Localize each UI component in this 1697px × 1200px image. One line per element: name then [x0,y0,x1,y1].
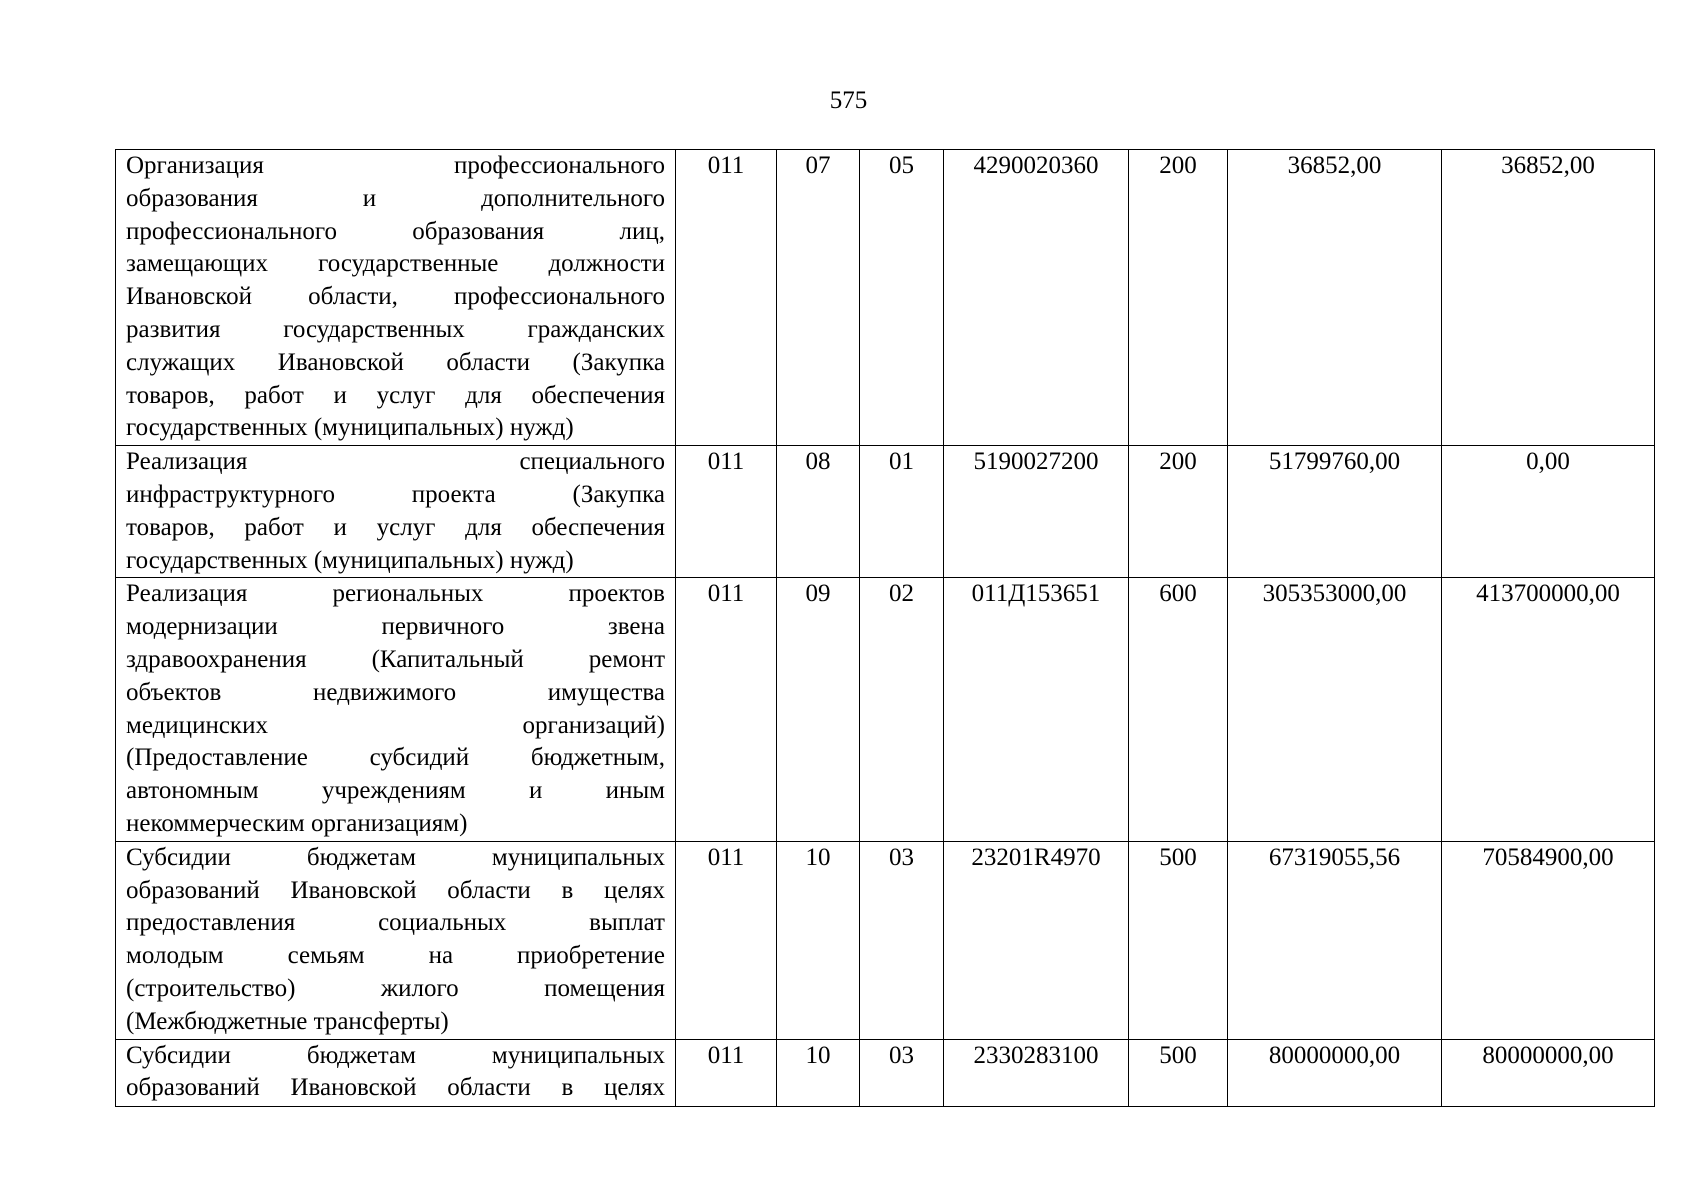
description-line: предоставления социальных выплат [126,909,665,937]
amount-1: 80000000,00 [1228,1039,1442,1106]
description-line: Ивановской области, профессионального [126,283,665,311]
amount-1: 51799760,00 [1228,446,1442,578]
section-code: 10 [777,1039,860,1106]
description-line: здравоохранения (Капитальный ремонт [126,645,665,673]
expense-type-code: 500 [1129,841,1228,1039]
description-line: Субсидии бюджетам муниципальных [126,1041,665,1069]
subsection-code: 03 [860,1039,944,1106]
description-line: товаров, работ и услуг для обеспечения [126,513,665,541]
description-line: служащих Ивановской области (Закупка [126,348,665,376]
description-line: профессионального образования лиц, [126,217,665,245]
description-line: (Предоставление субсидий бюджетным, [126,744,665,772]
page-number: 575 [829,87,868,114]
section-code: 10 [777,841,860,1039]
description-line: некоммерческим организациям) [126,809,468,837]
subsection-code: 03 [860,841,944,1039]
ministry-code: 011 [676,578,777,841]
expense-type-code: 500 [1129,1039,1228,1106]
ministry-code: 011 [676,446,777,578]
ministry-code: 011 [676,150,777,446]
description-line: (Межбюджетные трансферты) [126,1007,449,1035]
subsection-code: 02 [860,578,944,841]
description-line: образований Ивановской области в целях [126,1074,665,1102]
description-line: государственных (муниципальных) нужд) [126,546,574,574]
target-article-code: 011Д153651 [944,578,1129,841]
description-line: молодым семьям на приобретение [126,942,665,970]
description-line: Реализация региональных проектов [126,580,665,608]
table-row [116,1039,1655,1106]
subsection-code: 05 [860,150,944,446]
description-line: товаров, работ и услуг для обеспечения [126,381,665,409]
amount-2: 413700000,00 [1442,578,1655,841]
description-line: образования и дополнительного [126,184,665,212]
amount-2: 36852,00 [1442,150,1655,446]
description-line: инфраструктурного проекта (Закупка [126,480,665,508]
table-row [116,578,1655,841]
row-description [116,578,676,841]
target-article-code: 4290020360 [944,150,1129,446]
description-line: Реализация специального [126,448,665,476]
target-article-code: 2330283100 [944,1039,1129,1106]
subsection-code: 01 [860,446,944,578]
expense-type-code: 600 [1129,578,1228,841]
section-code: 09 [777,578,860,841]
description-line: развития государственных гражданских [126,315,665,343]
description-line: модернизации первичного звена [126,613,665,641]
table-row [116,446,1655,578]
amount-2: 80000000,00 [1442,1039,1655,1106]
row-description [116,1039,676,1106]
target-article-code: 5190027200 [944,446,1129,578]
description-line: Организация профессионального [126,152,665,179]
row-description [116,150,676,446]
table-row [116,841,1655,1039]
row-description [116,841,676,1039]
amount-1: 67319055,56 [1228,841,1442,1039]
section-code: 08 [777,446,860,578]
ministry-code: 011 [676,1039,777,1106]
ministry-code: 011 [676,841,777,1039]
section-code: 07 [777,150,860,446]
description-line: объектов недвижимого имущества [126,678,665,706]
description-line: государственных (муниципальных) нужд) [126,414,574,442]
target-article-code: 23201R4970 [944,841,1129,1039]
description-line: медицинских организаций) [126,711,665,739]
table-row [116,150,1655,446]
description-line: образований Ивановской области в целях [126,876,665,904]
description-line: Субсидии бюджетам муниципальных [126,843,665,871]
expense-type-code: 200 [1129,150,1228,446]
row-description [116,446,676,578]
expense-type-code: 200 [1129,446,1228,578]
budget-table [115,149,1655,1107]
amount-2: 0,00 [1442,446,1655,578]
amount-2: 70584900,00 [1442,841,1655,1039]
amount-1: 36852,00 [1228,150,1442,446]
description-line: замещающих государственные должности [126,250,665,278]
amount-1: 305353000,00 [1228,578,1442,841]
description-line: автономным учреждениям и иным [126,777,665,805]
description-line: (строительство) жилого помещения [126,974,665,1002]
